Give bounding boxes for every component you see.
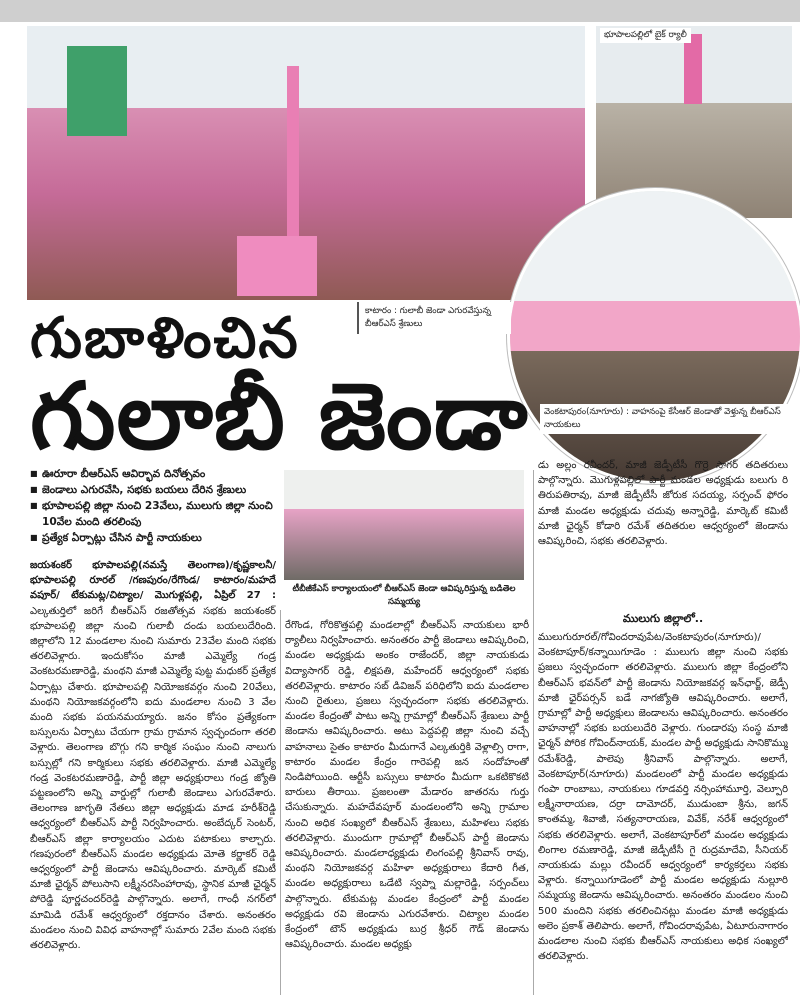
rally-photo-caption: భూపాలపల్లిలో బైక్ ర్యాలీ [600,28,691,43]
circle-photo [507,188,800,484]
center-photo-caption: టీబీజీకేఎస్ కార్యాలయంలో బీఆర్ఎస్ జెండా ఆవిష్కరిస్తున్న బడితెల సమ్మయ్య [292,584,516,607]
dateline: జయశంకర్ భూపాలపల్లి(నమస్తే తెలంగాణ)/కృష్ణకాలనీ/ భూపాలపల్లి రూరల్ /గణపురం/రేగొండ/ కాటారం/మహదే వపూర్/ టేకుమట్ల/చిట్యాల/ మొగుళ్లపల్లి, ఏప్రిల్ 27 : [30,560,276,602]
headline-line1: గుబాళించిన [30,305,300,371]
bullet-list [30,466,276,546]
bullet-item: ■ భూపాలపల్లి జిల్లా నుంచి 23వేలు, ములుగు జిల్లా నుంచి 10వేల మంది తరలింపు [30,498,276,530]
bike-rally-photo [596,26,792,218]
article-column-3-bottom: ములుగురూరల్/గోవిందరావుపేట/వెంకటాపురం(నూగూరు)/వెంకటాపూర్/కన్నాయిగూడెం : ములుగు జిల్లా నుంచి సభకు ప్రజలు స్వచ్ఛందంగా తరలివెళ్లారు. ములుగు జిల్లా కేంద్రంలోని బీఆర్ఎస్ భవన్‌లో పార్టీ జెండాను నియోజకవర్గ ఇన్‌ఛార్జ్, జెడ్పీ మాజీ ఛైర్‌పర్సన్ బడే నాగజ్యోతి ఆవిష్కరించారు. అలాగే, గ్రామాల్లో పార్టీ అధ్యక్షులు జెండాలను ఆవిష్కరించారు. అనంతరం వాహనాల్లో సభకు బయలుదేరి వెళ్లారు. గుండారపు సంస్థ మాజీ ఛైర్మన్ పోరిక గోవింద్‌నాయక్, మండల పార్టీ అధ్యక్షుడు సానికొమ్ము రమేశ్‌రెడ్డి, పాలెపు శ్రీనివాస్ పాల్గొన్నారు. అలాగే, వెంకటాపూర్(నూగూరు) మండలంలో పార్టీ మండల అధ్యక్షుడు గంపా రాంబాబు, నాయకులు గూడవర్తి నర్సింహామూర్తి, వెల్పూరి లక్ష్మీనారాయణ, దర్రా దామోదర్, ముడుంబా శ్రీను, జగన్ కాంతమ్మ, శివాజీ, సత్యనారాయణ, వివేక్, నరేశ్ ఆధ్వర్యంలో సభకు తరలివెళ్లారు. అలాగే, వెంకటాపూర్‌లో మండల అధ్యక్షుడు లింగాల రమణారెడ్డి, మాజీ జెడ్పీటీసీ గై రుద్రమాదేవి, సీనియర్ నాయకుడు మల్లు రవీందర్ ఆధ్వర్యంలో కార్యకర్తలు సభకు వెళ్లారు. కన్నాయిగూడెంలో పార్టీ మండల అధ్యక్షుడు నుల్లూరి సమ్మయ్య జెండాను ఆవిష్కరించారు. అనంతరం మండలం నుంచి 500 మందిని సభకు తరలించినట్లు మండల మాజీ అధ్యక్షుడు అలెం ప్రకాశ్ తెలిపారు. అలాగే, గోవిందరావుపేట, ఏటూరునాగారం మండలాల నుంచి సభకు బీఆర్ఎస్ నాయకులు అధిక సంఖ్యలో తరలివెళ్లారు. [538,632,788,963]
main-photo-caption: కాటారం : గులాబీ జెండా ఎగురవేస్తున్న బీఆర్ఎస్ శ్రేణులు [357,302,511,334]
circle-photo-caption: వెంకటాపురం(నూగూరు) : వాహనంపై కేసీఆర్ జెండాతో వెళ్తున్న బీఆర్ఎస్ నాయకులు [540,404,788,434]
column-1-text: ఎల్కతుర్తిలో జరిగే బీఆర్ఎస్ రజతోత్సవ సభకు జయశంకర్ భూపాలపల్లి జిల్లా నుంచి గులాబీ దండు బయలుదేరింది. జిల్లాలోని 12 మండలాల నుంచి సుమారు 23వేల మంది సభకు తరలివెళ్లారు. ఇందుకోసం మాజీ ఎమ్మెల్యే గండ్ర వెంకటరమణారెడ్డి, మంథని మాజీ ఎమ్మెల్యే పుట్ట మధుకర్ ప్రత్యేక ఏర్పాట్లు చేశారు. భూపాలపల్లి నియోజకవర్గం నుంచి 20వేలు, మంథని నియోజకవర్గంలోని ఐదు మండలాల నుంచి 3 వేల మంది సభకు పయనమయ్యారు. జనం కోసం ప్రత్యేకంగా బస్సులను ఏర్పాటు చేయగా గ్రామ గ్రామాన స్వచ్ఛందంగా తరలి వెళ్లారు. తెలంగాణ బొగ్గు గని కార్మిక సంఘం నుంచి నాలుగు బస్సుల్లో గని కార్మికులు సభకు తరలివెళ్లారు. మాజీ ఎమ్మెల్యే గండ్ర వెంకటరమణారెడ్డి, పార్టీ జిల్లా అధ్యక్షురాలు గండ్ర జ్యోతి పట్టణంలోని అన్ని వార్డుల్లో గులాబీ జెండాలు ఎగురవేశారు. తెలంగాణ జాగృతి నేతలు జిల్లా అధ్యక్షుడు మాడ హరీశ్‌రెడ్డి ఆధ్వర్యంలో బీఆర్ఎస్ పార్టీ నిర్వహించారు. అంబేద్కర్ సెంటర్, బీఆర్ఎస్ జిల్లా కార్యాలయం ఎదుట పటాకులు కాల్చారు. గణపురంలో బీఆర్ఎస్ మండల అధ్యక్షుడు మోతె కర్ణాకర్ రెడ్డి ఆధ్వర్యంలో పార్టీ జెండాను ఆవిష్కరించారు. మార్కెట్ కమిటీ మాజీ ఛైర్మన్ పోలుసాని లక్ష్మీనరసింహారావు, స్థానిక మాజీ ఛైర్మన్ పోరెడ్డి పూర్ణచందర్‌రెడ్డి పాల్గొన్నారు. అలాగే, గాంధీ నగర్‌లో మామిడి రమేశ్ ఆధ్వర్యంలో రక్తదానం చేశారు. అనంతరం మండలం నుంచి వివిధ వాహనాల్లో సుమారు 2వేల మంది సభకు తరలివెళ్లారు. [30,605,276,952]
column-divider [533,470,534,995]
bullet-item: ■ జెండాలు ఎగురవేసి, సభకు బయలు దేరిన శ్రేణులు [30,482,276,498]
bullet-item: ■ ప్రత్యేక ఏర్పాట్లు చేసిన పార్టీ నాయకులు [30,530,276,546]
article-column-3-top: డు అల్లం రవీందర్, మాజీ జెడ్పీటీసీ గొర్రె సాగర్ తదితరులు పాల్గొన్నారు. మొగుళ్లపల్లిలో పార్టీ మండల అధ్యక్షుడు బలుగు రి తిరుపతిరావు, మాజీ జెడ్పీటీసీ జోరుక సదయ్య, సర్పంచ్ ఫోరం మాజీ మండల అధ్యక్షుడు చదువు అన్నారెడ్డి, మార్కెట్ కమిటీ మాజీ ఛైర్మన్ కోడారి రమేశ్ తదితరుల ఆధ్వర్యంలో జెండాను ఆవిష్కరించి, సభకు తరలివెళ్లారు. [538,460,788,548]
page-top-band [0,0,800,22]
column-divider [280,610,281,995]
main-photo [27,26,585,300]
article-column-2: రేగొండ, గోరికొత్తపల్లి మండలాల్లో బీఆర్ఎస్ నాయకులు భారీ ర్యాలీలు నిర్వహించారు. అనంతరం పార్టీ జెండాలు ఆవిష్కరించి, మండల అధ్యక్షుడు అంకం రాజేందర్, జిల్లా నాయకుడు విద్యాసాగర్ రెడ్డి, లిక్షపతి, మహేందర్ ఆధ్వర్యంలో సభకు తరలివెళ్లారు. కాటారం సబ్ డివిజన్ పరిధిలోని ఐదు మండలాల నుంచి రైతులు, ప్రజలు స్వచ్ఛందంగా సభకు తరలివెళ్లారు. మండల కేంద్రంతో పాటు అన్ని గ్రామాల్లో బీఆర్ఎస్ శ్రేణులు పార్టీ జెండాను ఆవిష్కరించారు. అటు పెద్దపల్లి జిల్లా నుంచి వచ్చే వాహనాలు సైతం కాటారం మీదుగానే ఎల్కతుర్తికి వెళ్లాల్సి రాగా, కాటారం మండల కేంద్రం గారెపల్లి జన సందోహంతో నిండిపోయింది. ఆర్టీసీ బస్సులు కాటారం మీదుగా ఒకటికొకటి బారులు తీరాయి. ప్రజలంతా మేడారం జాతరను గుర్తు చేసుకున్నారు. మహదేవపూర్ మండలంలోని అన్ని గ్రామాల నుంచి అధిక సంఖ్యలో బీఆర్ఎస్ శ్రేణులు, మహిళలు సభకు తరలివెళ్లారు. ముందుగా గ్రామాల్లో బీఆర్ఎస్ పార్టీ జెండాను ఆవిష్కరించారు. మండలాధ్యక్షుడు లింగంపల్లి శ్రీనివాస్ రావు, మంథని నియోజకవర్గ మహిళా అధ్యక్షురాలు కేదారి గీత, మండల అధ్యక్షురాలు ఒడేటి స్వప్నా మల్లారెడ్డి, సర్పంచ్‌లు పాల్గొన్నారు. టేకుమట్ల మండల కేంద్రంలో పార్టీ మండల అధ్యక్షుడు రవి జెండాను ఎగురవేశారు. చిట్యాల మండల కేంద్రంలో టౌన్ అధ్యక్షుడు బుర్ర శ్రీధర్ గౌడ్ జెండాను ఆవిష్కరించారు. మండల అధ్యక్షు [285,620,529,951]
article-column-1 [30,558,276,994]
bullet-item: ■ ఊరూరా బీఆర్ఎస్ ఆవిర్భావ దినోత్సవం [30,466,276,482]
subhead: ములుగు జిల్లాలో.. [622,612,704,625]
center-photo [284,470,524,580]
headline-line2: గులాబీ జెండా [30,362,529,470]
